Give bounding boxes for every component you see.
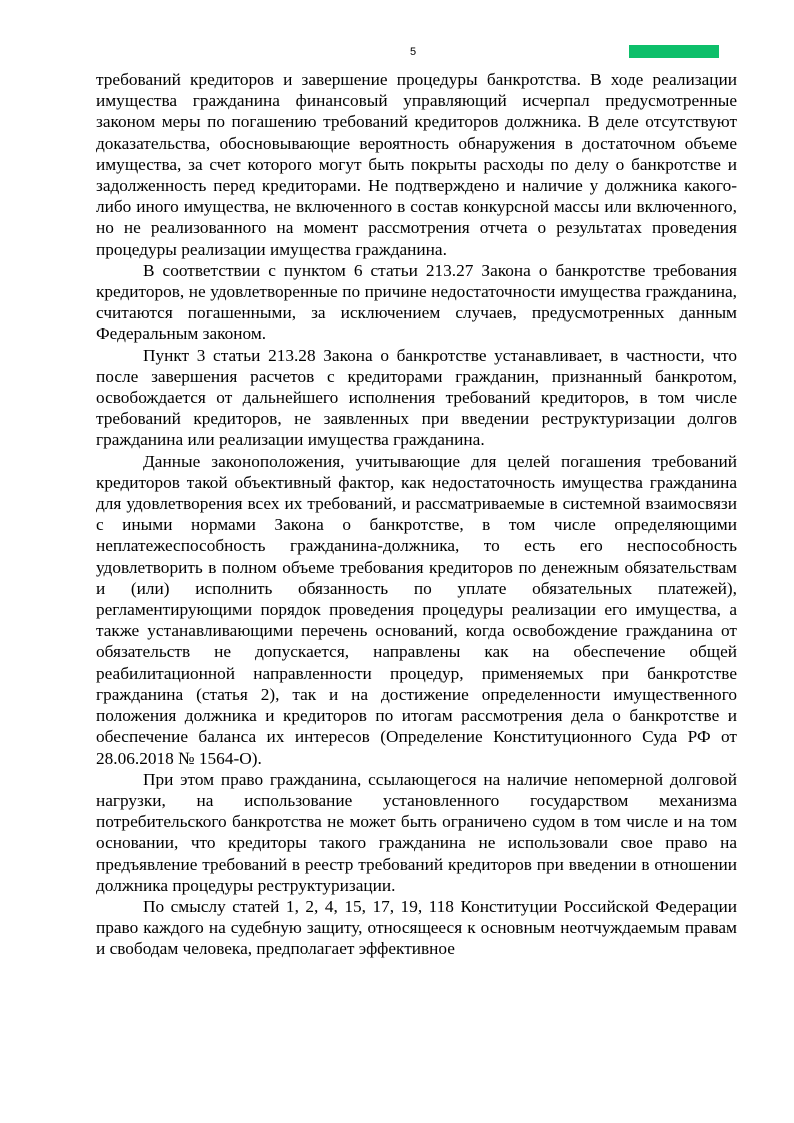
paragraph: По смыслу статей 1, 2, 4, 15, 17, 19, 118 Конституции Российской Федерации право каждого на судебную защиту, относящееся к основным неотчуждаемым правам и свободам человека, предполагает эффективное xyxy=(96,896,737,959)
paragraph: При этом право гражданина, ссылающегося на наличие непомерной долговой нагрузки, на использование установленного государством механизма потребительского банкротства не может быть ограничено судом в том числе и на том основании, что кредиторы такого гражданина не использовали свое право на предъявление требований в реестр требований кредиторов при введении в отношении должника процедуры реструктуризации. xyxy=(96,769,737,895)
green-marker xyxy=(629,45,719,58)
page-number: 5 xyxy=(410,46,417,58)
document-body xyxy=(96,69,737,960)
paragraph-continuation: требований кредиторов и завершение процедуры банкротства. В ходе реализации имущества гражданина финансовый управляющий исчерпал предусмотренные законом меры по погашению требований кредиторов должника. В деле отсутствуют доказательства, обосновывающие вероятность обнаружения в достаточном объеме имущества, за счет которого могут быть покрыты расходы по делу о банкротстве и задолженность перед кредиторами. Не подтверждено и наличие у должника какого-либо иного имущества, не включенного в состав конкурсной массы или включенного, но не реализованного на момент рассмотрения отчета о результатах проведения процедуры реализации имущества гражданина. xyxy=(96,70,737,259)
paragraph: Данные законоположения, учитывающие для целей погашения требований кредиторов такой объективный фактор, как недостаточность имущества гражданина для удовлетворения всех их требований, и рассматриваемые в системной взаимосвязи с иными нормами Закона о банкротстве, в том числе определяющими неплатежеспособность гражданина-должника, то есть его неспособность удовлетворить в полном объеме требования кредиторов по денежным обязательствам и (или) исполнить обязанность по уплате обязательных платежей), регламентирующими порядок проведения процедуры реализации его имущества, а также устанавливающими перечень оснований, когда освобождение гражданина от обязательств не допускается, направлены как на обеспечение общей реабилитационной направленности процедур, применяемых при банкротстве гражданина (статья 2), так и на достижение определенности имущественного положения должника и кредиторов по итогам рассмотрения дела о банкротстве и обеспечение баланса их интересов (Определение Конституционного Суда РФ от 28.06.2018 № 1564-О). xyxy=(96,451,737,768)
paragraph: Пункт 3 статьи 213.28 Закона о банкротстве устанавливает, в частности, что после завершения расчетов с кредиторами гражданин, признанный банкротом, освобождается от дальнейшего исполнения требований кредиторов, в том числе требований кредиторов, не заявленных при введении реструктуризации долгов гражданина или реализации имущества гражданина. xyxy=(96,345,737,450)
paragraph: В соответствии с пунктом 6 статьи 213.27 Закона о банкротстве требования кредиторов, не удовлетворенные по причине недостаточности имущества гражданина, считаются погашенными, за исключением случаев, предусмотренных данным Федеральным законом. xyxy=(96,260,737,344)
